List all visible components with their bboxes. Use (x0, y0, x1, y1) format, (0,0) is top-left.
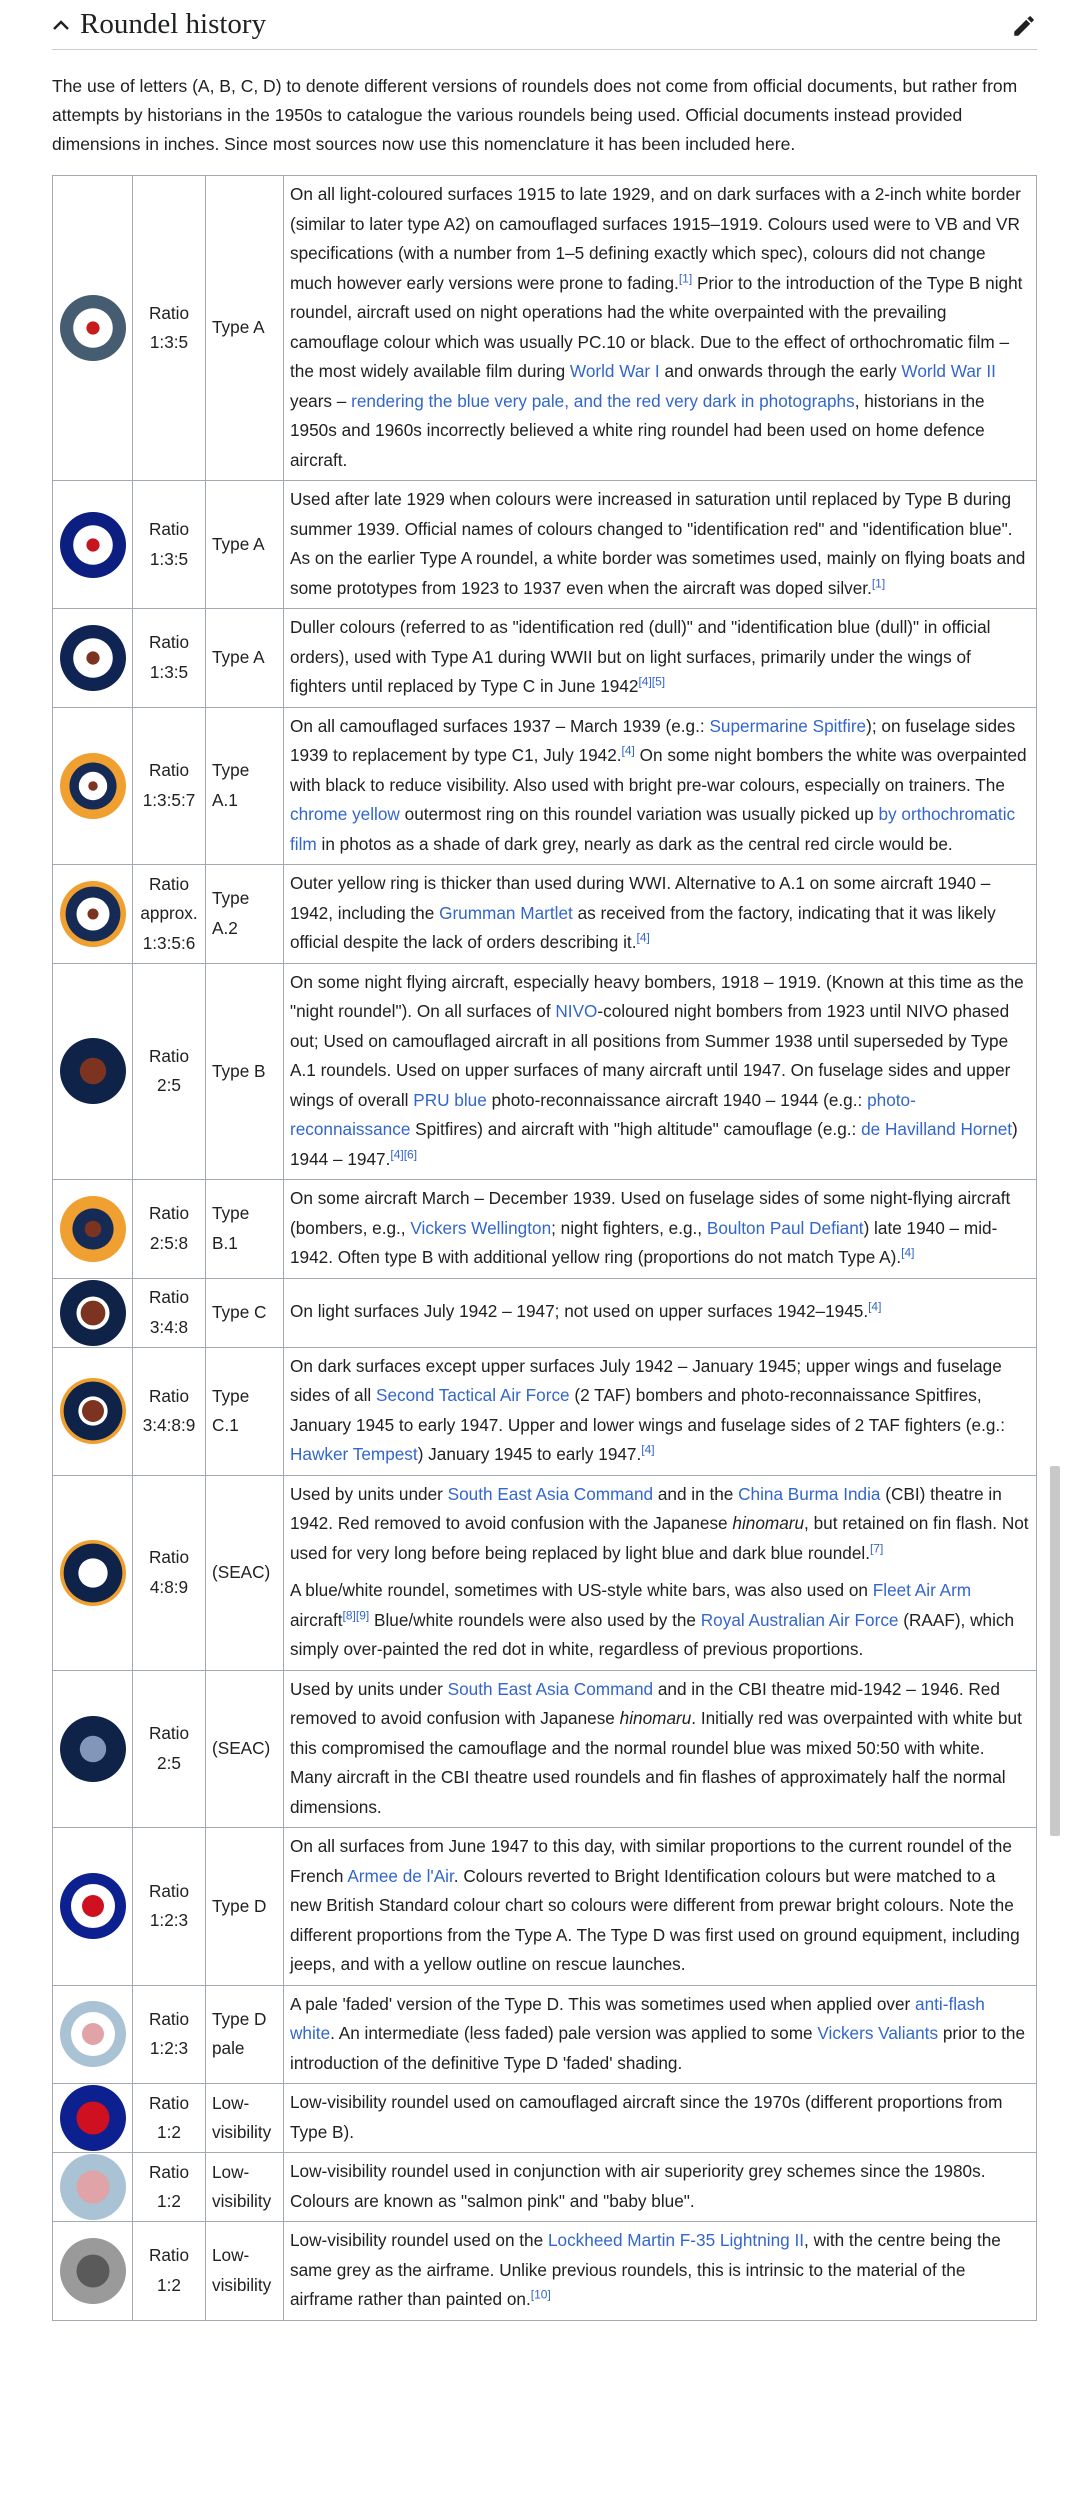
wiki-link[interactable]: Royal Australian Air Force (700, 1609, 899, 1630)
roundel-cell (53, 609, 133, 708)
intro-paragraph: The use of letters (A, B, C, D) to denote different versions of roundels does not come from official documents, but rather from attempts by historians in the 1950s to catalogue the various roundels being used. Official documents instead provided dimensions in inches. Since most sources now use this nomenclature it has been included here. (52, 76, 1018, 154)
type-cell: Type A (206, 176, 284, 481)
wiki-link[interactable]: Grumman Martlet (439, 902, 573, 923)
wiki-link[interactable]: photo-reconnaissance (290, 1089, 916, 1139)
edit-pencil-icon[interactable] (1011, 13, 1037, 39)
type-cell: Type D (206, 1828, 284, 1986)
wiki-link[interactable]: South East Asia Command (447, 1483, 654, 1504)
roundel-icon[interactable] (59, 2084, 127, 2152)
ratio-cell: Ratio 1:3:5:7 (133, 707, 206, 865)
ratio-cell: Ratio 2:5 (133, 963, 206, 1180)
description-text: Used after late 1929 when colours were increased in saturation until replaced by Type B during summer 1939. Official names of colours changed to "identification red" and "identification blue". As on the earlier Type A roundel, a white border was sometimes used, mainly on flying boats and some prototypes from 1923 to 1937 even when the aircraft was doped silver.[1] (290, 489, 1026, 598)
description-cell (284, 707, 1037, 865)
description-text: Low-visibility roundel used on the Lockheed Martin F-35 Lightning II, with the centre being the same grey as the airframe. Unlike previous roundels, this is intrinsic to the material of the airframe rather than painted on.[10] (290, 2230, 1001, 2309)
ratio-cell: Ratio 2:5:8 (133, 1180, 206, 1279)
wiki-link[interactable]: PRU blue (413, 1089, 487, 1110)
description-cell (284, 963, 1037, 1180)
description-cell (284, 2222, 1037, 2321)
description-text: A blue/white roundel, sometimes with US-style white bars, was also used on Fleet Air Arm aircraft[8][9] Blue/white roundels were also used by the Royal Australian Air Force (RAAF), which simply over-painted the red dot in white, regardless of previous proportions. (290, 1580, 1015, 1659)
roundel-icon[interactable] (59, 1872, 127, 1940)
wiki-link[interactable]: World War I (569, 361, 660, 381)
type-cell: Type C.1 (206, 1347, 284, 1475)
roundel-icon[interactable] (59, 294, 127, 362)
roundel-icon[interactable] (59, 1539, 127, 1607)
description-cell (284, 1828, 1037, 1986)
type-cell: (SEAC) (206, 1475, 284, 1670)
wiki-link[interactable]: Vickers Valiants (817, 2023, 939, 2043)
roundel-row (53, 481, 1037, 609)
ratio-cell: Ratio 1:2 (133, 2153, 206, 2222)
type-cell: Low-visibility (206, 2153, 284, 2222)
wiki-link[interactable]: World War II (901, 361, 996, 381)
chevron-up-icon[interactable] (48, 13, 74, 37)
ratio-cell: Ratio 1:3:5 (133, 481, 206, 609)
wiki-link[interactable]: Boulton Paul Defiant (706, 1217, 864, 1238)
roundel-row (53, 707, 1037, 865)
roundel-row (53, 2084, 1037, 2153)
roundel-history-section (52, 0, 1037, 2321)
type-cell: Type D pale (206, 1985, 284, 2084)
roundel-row (53, 1180, 1037, 1279)
roundel-row (53, 1475, 1037, 1670)
description-cell (284, 1347, 1037, 1475)
roundel-row (53, 1670, 1037, 1828)
roundel-icon[interactable] (59, 2000, 127, 2068)
citation-ref[interactable]: [4] (868, 1299, 882, 1314)
wiki-link[interactable]: rendering the blue very pale, and the red very dark in photographs (351, 390, 855, 411)
citation-ref[interactable]: [4] (901, 1245, 915, 1260)
roundel-icon[interactable] (59, 752, 127, 820)
description-text: On all surfaces from June 1947 to this day, with similar proportions to the current roundel of the French Armee de l'Air. Colours reverted to Bright Identification colours but were matched to a new British Standard colour chart so colours were different from prewar bright colours. Note the different proportions from the Type A. The Type D was first used on ground equipment, including jeeps, and with a yellow outline on rescue launches. (290, 1836, 1020, 1974)
roundel-row (53, 609, 1037, 708)
roundel-row (53, 2153, 1037, 2222)
description-text: Low-visibility roundel used in conjunction with air superiority grey schemes since the 1980s. Colours are known as "salmon pink" and "baby blue". (290, 2161, 986, 2211)
type-cell: (SEAC) (206, 1670, 284, 1828)
roundel-icon[interactable] (59, 1195, 127, 1263)
ratio-cell: Ratio 3:4:8:9 (133, 1347, 206, 1475)
wiki-link[interactable]: Armee de l'Air (347, 1865, 454, 1886)
ratio-cell: Ratio 1:2 (133, 2222, 206, 2321)
roundel-cell (53, 963, 133, 1180)
wiki-link[interactable]: Second Tactical Air Force (375, 1385, 570, 1405)
ratio-cell: Ratio 1:3:5 (133, 609, 206, 708)
description-cell (284, 1278, 1037, 1347)
roundel-cell (53, 865, 133, 964)
roundel-row (53, 2222, 1037, 2321)
scrollbar-thumb[interactable] (1050, 1466, 1060, 1836)
roundel-row (53, 176, 1037, 481)
type-cell: Low-visibility (206, 2222, 284, 2321)
description-cell (284, 1670, 1037, 1828)
citation-ref[interactable]: [1] (871, 575, 886, 590)
wiki-link[interactable]: by orthochromatic film (290, 804, 1016, 854)
description-cell (284, 865, 1037, 964)
citation-ref[interactable]: [4] (621, 743, 635, 758)
roundel-row (53, 1278, 1037, 1347)
description-text: On all light-coloured surfaces 1915 to late 1929, and on dark surfaces with a 2-inch white border (similar to later type A2) on camouflaged surfaces 1915–1919. Colours used were to VB and VR specifications (with a number from 1–5 defining exactly which spec), colours did not change much however early versions were prone to fading.[1] Prior to the introduction of the Type B night roundel, aircraft used on night operations had the white overpainted with the prevailing camouflage colour which was usually PC.10 or black. Due to the effect of orthochromatic film – the most widely available film during World War I and onwards through the early World War II years – rendering the blue very pale, and the red very dark in photographs, historians in the 1950s and 1960s incorrectly believed a white ring roundel had been used on home defence aircraft. (290, 184, 1023, 470)
description-text: A pale 'faded' version of the Type D. This was sometimes used when applied over anti-flash white. An intermediate (less faded) pale version was applied to some Vickers Valiants prior to the introduction of the definitive Type D 'faded' shading. (290, 1993, 1025, 2073)
wiki-link[interactable]: de Havilland Hornet (861, 1119, 1013, 1139)
description-text: On all camouflaged surfaces 1937 – March 1939 (e.g.: Supermarine Spitfire); on fuselage sides 1939 to replacement by type C1, July 1942.[4] On some night bombers the white was overpainted with black to reduce visibility. Also used with bright pre-war colours, especially on trainers. The chrome yellow outermost ring on this roundel variation was usually picked up by orthochromatic film in photos as a shade of dark grey, nearly as dark as the central red circle would be. (290, 715, 1027, 854)
ratio-cell: Ratio 1:2:3 (133, 1828, 206, 1986)
description-cell (284, 1475, 1037, 1670)
roundel-cell (53, 2084, 133, 2153)
roundel-cell (53, 176, 133, 481)
type-cell: Low-visibility (206, 2084, 284, 2153)
roundel-row (53, 1347, 1037, 1475)
citation-ref[interactable]: [4][5] (638, 674, 666, 689)
description-cell (284, 2084, 1037, 2153)
roundel-cell (53, 1985, 133, 2084)
wiki-link[interactable]: Fleet Air Arm (872, 1580, 972, 1600)
roundel-icon[interactable] (59, 624, 127, 692)
description-text: Outer yellow ring is thicker than used during WWI. Alternative to A.1 on some aircraft 1940 – 1942, including the Grumman Martlet as received from the factory, indicating that it was likely official despite the lack of orders describing it.[4] (290, 873, 996, 952)
type-cell: Type C (206, 1278, 284, 1347)
type-cell: Type A.2 (206, 865, 284, 964)
citation-ref[interactable]: [4] (641, 1442, 655, 1457)
citation-ref[interactable]: [7] (870, 1540, 884, 1555)
description-text: Used by units under South East Asia Command and in the CBI theatre mid-1942 – 1946. Red removed to avoid confusion with Japanese hinomaru. Initially red was overpainted with white but this compromised the camouflage and the normal roundel blue was mixed 50:50 with white. Many aircraft in the CBI theatre used roundels and fin flashes of approximately half the normal dimensions. (290, 1678, 1022, 1817)
roundel-icon[interactable] (59, 1037, 127, 1105)
roundel-icon[interactable] (59, 880, 127, 948)
description-text: On some night flying aircraft, especially heavy bombers, 1918 – 1919. (Known at this time as the "night roundel"). On all surfaces of NIVO-coloured night bombers from 1923 until NIVO phased out; Used on camouflaged aircraft in all positions from Summer 1938 until superseded by Type A.1 roundels. Used on upper surfaces of many aircraft until 1947. On fuselage sides and upper wings of overall PRU blue photo-reconnaissance aircraft 1940 – 1944 (e.g.: photo-reconnaissance Spitfires) and aircraft with "high altitude" camouflage (e.g.: de Havilland Hornet) 1944 – 1947.[4][6] (290, 971, 1024, 1169)
description-text: On light surfaces July 1942 – 1947; not used on upper surfaces 1942–1945.[4] (290, 1299, 882, 1322)
description-text: Used by units under South East Asia Command and in the China Burma India (CBI) theatre in 1942. Red removed to avoid confusion with the Japanese hinomaru, but retained on fin flash. Not used for very long before being replaced by light blue and dark blue roundel.[7] (290, 1483, 1029, 1563)
roundel-cell (53, 1475, 133, 1670)
italic-term: hinomaru (732, 1513, 805, 1533)
ratio-cell: Ratio 4:8:9 (133, 1475, 206, 1670)
wiki-link[interactable]: China Burma India (738, 1483, 881, 1504)
description-cell (284, 1985, 1037, 2084)
ratio-cell: Ratio approx. 1:3:5:6 (133, 865, 206, 964)
roundel-icon[interactable] (59, 1377, 127, 1445)
wiki-link[interactable]: South East Asia Command (447, 1678, 654, 1699)
citation-ref[interactable]: [1] (678, 270, 693, 285)
citation-ref[interactable]: [4][6] (390, 1146, 418, 1161)
wiki-link[interactable]: NIVO (555, 1001, 598, 1021)
wiki-link[interactable]: Lockheed Martin F-35 Lightning II (547, 2230, 805, 2250)
roundel-row (53, 865, 1037, 964)
roundel-icon[interactable] (59, 1279, 127, 1347)
description-cell (284, 2153, 1037, 2222)
description-cell (284, 1180, 1037, 1279)
description-cell (284, 609, 1037, 708)
roundel-icon[interactable] (59, 2237, 127, 2305)
roundel-cell (53, 1347, 133, 1475)
wiki-link[interactable]: Vickers Wellington (410, 1217, 552, 1238)
roundel-icon[interactable] (59, 511, 127, 579)
roundel-cell (53, 707, 133, 865)
description-text: On dark surfaces except upper surfaces July 1942 – January 1945; upper wings and fuselage sides of all Second Tactical Air Force (2 TAF) bombers and photo-reconnaissance Spitfires, January 1945 to early 1947. Upper and lower wings and fuselage sides of 2 TAF fighters (e.g.: Hawker Tempest) January 1945 to early 1947.[4] (290, 1355, 1005, 1464)
description-text: On some aircraft March – December 1939. Used on fuselage sides of some night-flying aircraft (bombers, e.g., Vickers Wellington; night fighters, e.g., Boulton Paul Defiant) late 1940 – mid-1942. Often type B with additional yellow ring (proportions do not match Type A).[4] (290, 1188, 1011, 1267)
citation-ref[interactable]: [8][9] (342, 1607, 370, 1622)
wiki-link[interactable]: Hawker Tempest (290, 1444, 418, 1464)
description-text: Duller colours (referred to as "identification red (dull)" and "identification blue (dull)" in official orders), used with Type A1 during WWII but on light surfaces, primarily under the wings of fighters until replaced by Type C in June 1942[4][5] (290, 617, 991, 696)
roundel-cell (53, 1180, 133, 1279)
type-cell: Type A (206, 481, 284, 609)
citation-ref[interactable]: [4] (636, 930, 650, 945)
roundel-cell (53, 1670, 133, 1828)
roundel-icon[interactable] (59, 1715, 127, 1783)
roundel-table (52, 175, 1037, 2321)
ratio-cell: Ratio 1:2:3 (133, 1985, 206, 2084)
description-cell (284, 176, 1037, 481)
roundel-cell (53, 1828, 133, 1986)
roundel-icon[interactable] (59, 2153, 127, 2221)
description-cell (284, 481, 1037, 609)
type-cell: Type A (206, 609, 284, 708)
ratio-cell: Ratio 1:3:5 (133, 176, 206, 481)
italic-term: hinomaru (619, 1708, 692, 1728)
type-cell: Type B.1 (206, 1180, 284, 1279)
roundel-cell (53, 481, 133, 609)
roundel-row (53, 963, 1037, 1180)
wiki-link[interactable]: chrome yellow (290, 804, 400, 824)
roundel-cell (53, 2153, 133, 2222)
wiki-link[interactable]: Supermarine Spitfire (709, 715, 867, 736)
roundel-row (53, 1985, 1037, 2084)
type-cell: Type A.1 (206, 707, 284, 865)
section-title: Roundel history (80, 8, 267, 40)
citation-ref[interactable]: [10] (530, 2287, 551, 2302)
description-text: Low-visibility roundel used on camouflaged aircraft since the 1970s (different proportions from Type B). (290, 2092, 1003, 2142)
section-header[interactable] (52, 0, 1037, 50)
roundel-row (53, 1828, 1037, 1986)
roundel-cell (53, 1278, 133, 1347)
wiki-link[interactable]: anti-flash white (290, 1993, 985, 2043)
ratio-cell: Ratio 2:5 (133, 1670, 206, 1828)
type-cell: Type B (206, 963, 284, 1180)
ratio-cell: Ratio 1:2 (133, 2084, 206, 2153)
ratio-cell: Ratio 3:4:8 (133, 1278, 206, 1347)
roundel-cell (53, 2222, 133, 2321)
